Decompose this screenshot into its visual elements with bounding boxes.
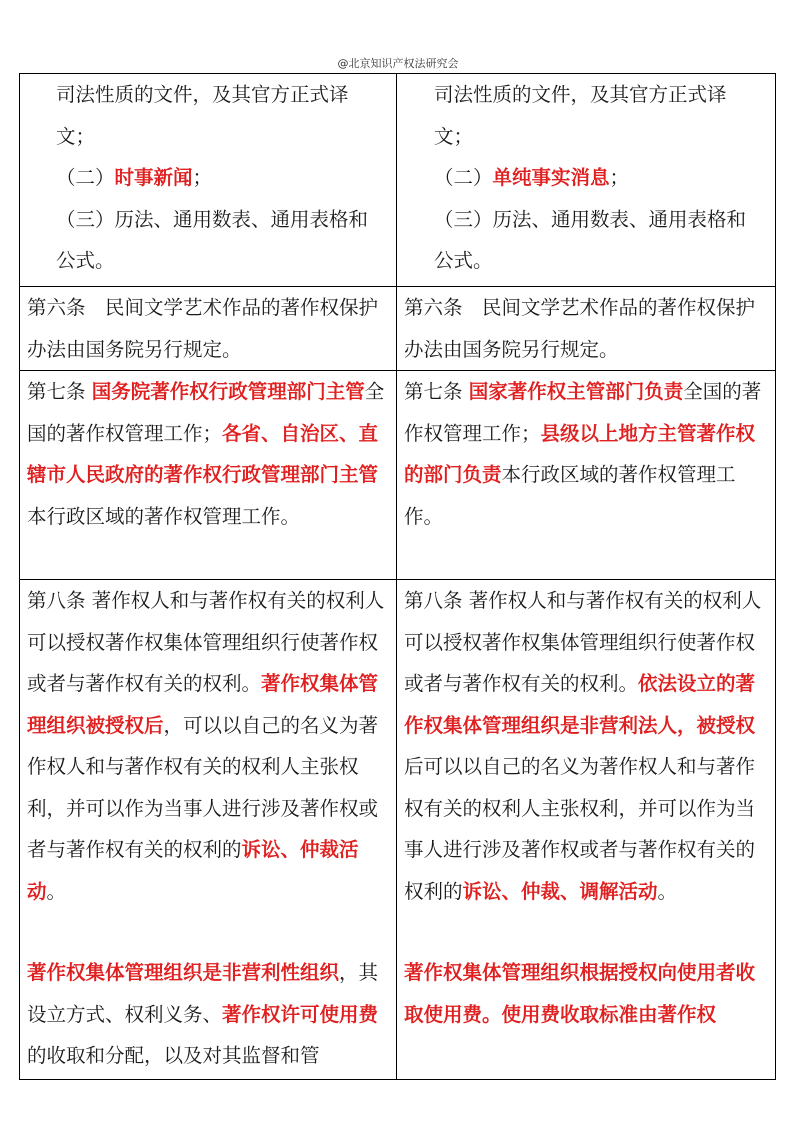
text: 的收取和分配，以及对其监督和管 [27,1044,320,1067]
article-8-text [404,580,769,912]
highlight-text: 诉讼、仲裁、调解活动 [462,879,658,903]
article-7-text [404,371,769,537]
left-cell [20,371,397,580]
text: 本行政区域的著作权管理工作。 [404,463,736,528]
paragraph: 公式。 [56,249,115,272]
left-cell [20,74,397,287]
left-cell [20,580,397,1080]
comparison-table [19,73,776,1080]
highlight-text: 各省、自治区、直辖市人民政府的著作权行政管理部门主管 [27,421,379,486]
text: 第八条 著作权人和与著作权有关的权利人可以授权著作权集体管理组织行使著作权或者与著作权有关的权利。 [404,589,762,695]
highlight-text: 国务院著作权行政管理部门主管 [91,380,365,403]
text: 第七条 [27,380,92,403]
right-cell [397,580,776,1080]
highlight-text: 单纯事实消息 [492,166,610,189]
text: 第八条 著作权人和与著作权有关的权利人可以授权著作权集体管理组织行使著作权或者与著作权有关的权利。 [27,589,385,695]
watermark: @北京知识产权法研究会 [337,57,459,70]
table-row [20,287,776,371]
highlight-text: 著作权集体管理组织是非营利性组织 [27,961,340,984]
article-6-text: 第六条 民间文学艺术作品的著作权保护办法由国务院另行规定。 [404,296,756,361]
article-8-paragraph-2 [27,952,390,1077]
article-8-paragraph-2 [404,952,769,1035]
text: 。 [46,879,67,903]
paragraph: （三）历法、通用数表、通用表格和 [434,207,747,231]
text: 全国的著作权管理工作； [404,380,762,445]
highlight-text: 诉讼、仲裁活动 [27,838,359,903]
article-6-text: 第六条 民间文学艺术作品的著作权保护办法由国务院另行规定。 [27,296,379,361]
spacer [404,912,769,952]
highlight-text: 时事新闻 [114,166,193,189]
highlight-text: 著作权许可使用费 [222,1002,379,1026]
highlight-text: 依法设立的著作权集体管理组织是非营利法人，被授权 [404,672,756,737]
text: 。 [657,879,678,903]
table-row [20,74,776,287]
paragraph: 公式。 [434,249,493,272]
text: （二） [434,166,493,189]
spacer [27,912,390,952]
left-cell [20,287,397,371]
table-row [20,371,776,580]
paragraph: 文； [434,124,474,148]
paragraph [27,157,390,199]
right-cell [397,74,776,287]
paragraph: 司法性质的文件，及其官方正式译 [434,83,727,106]
text: 本行政区域的著作权管理工作。 [27,504,301,528]
text: 全国的著作权管理工作； [27,380,385,445]
paragraph: （三）历法、通用数表、通用表格和 [56,207,369,231]
article-8-text [27,580,390,912]
highlight-text: 著作权集体管理组织被授权后 [27,672,379,737]
paragraph [404,157,769,199]
paragraph: 司法性质的文件，及其官方正式译 [56,83,349,106]
table-row [20,580,776,1080]
article-7-text [27,371,390,537]
highlight-text: 国家著作权主管部门负责 [468,380,684,403]
paragraph: 文； [56,124,96,148]
highlight-text: 著作权集体管理组织根据授权向使用者收取使用费。使用费收取标准由著作权 [404,961,756,1026]
text: ； [192,166,213,189]
text: 第七条 [404,380,469,403]
text: ； [609,166,630,189]
highlight-text: 县级以上地方主管著作权的部门负责 [404,421,756,486]
right-cell [397,371,776,580]
text: ，可以以自己的名义为著作权人和与著作权有关的权利人主张权利，并可以作为当事人进行涉及著作权或者与著作权有关的权利的 [27,713,379,861]
text: 后可以以自己的名义为著作权人和与著作权有关的权利人主张权利，并可以作为当事人进行涉及著作权或者与著作权有关的权利的 [404,755,756,903]
text: ，其设立方式、权利义务、 [27,961,379,1026]
text: （二） [56,166,115,189]
right-cell [397,287,776,371]
